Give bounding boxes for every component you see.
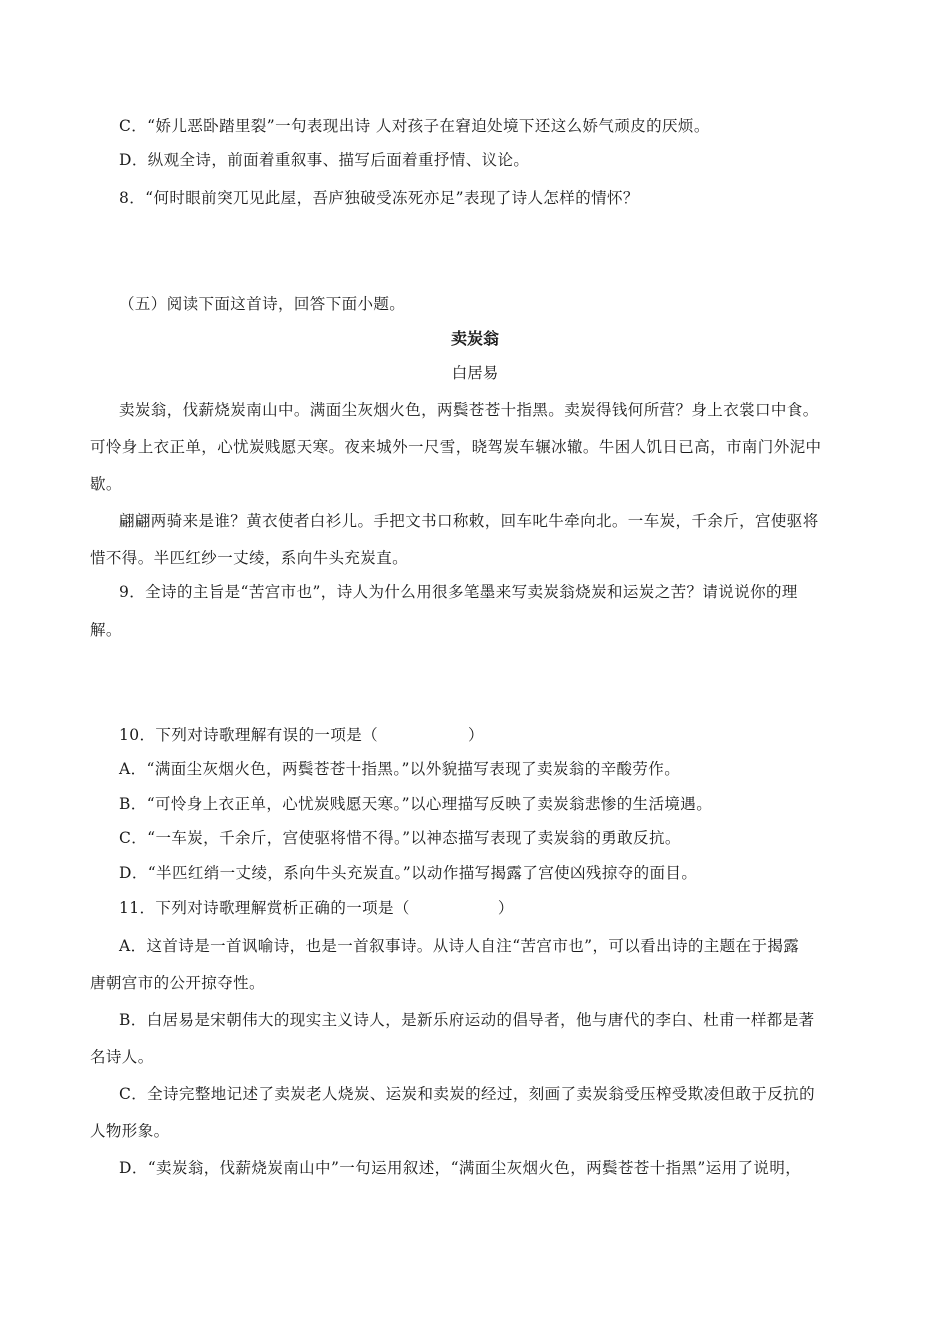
q10-stem-end: ） (468, 726, 484, 744)
q9-line-1: 9．全诗的主旨是“苦宫市也”，诗人为什么用很多笔墨来写卖炭翁烧炭和运炭之苦？请说说你的理 (119, 583, 798, 601)
q11-option-b-line-2: 名诗人。 (90, 1048, 154, 1066)
q11-stem-start: 11．下列对诗歌理解赏析正确的一项是（ (119, 899, 410, 917)
q10-option-a: A．“满面尘灰烟火色，两鬓苍苍十指黑。”以外貌描写表现了卖炭翁的辛酸劳作。 (119, 760, 681, 778)
q10-stem (119, 718, 860, 752)
poem-line: 可怜身上衣正单，心忧炭贱愿天寒。夜来城外一尺雪，晓驾炭车辗冰辙。牛困人饥日已高，市南门外泥中 (90, 438, 822, 456)
q11-option-a-line-2: 唐朝宫市的公开掠夺性。 (90, 974, 265, 992)
q11-stem-end: ） (497, 899, 514, 917)
poem-line: 歇。 (90, 475, 122, 493)
q11-stem (119, 891, 860, 925)
q7-option-d: D．纵观全诗，前面着重叙事、描写后面着重抒情、议论。 (119, 151, 530, 169)
q8-question: 8．“何时眼前突兀见此屋，吾庐独破受冻死亦足”表现了诗人怎样的情怀？ (119, 189, 639, 207)
q10-option-c: C．“一车炭，千余斤，宫使驱将惜不得。”以神态描写表现了卖炭翁的勇敢反抗。 (119, 829, 681, 847)
q10-option-b: B．“可怜身上衣正单，心忧炭贱愿天寒。”以心理描写反映了卖炭翁悲惨的生活境遇。 (119, 795, 713, 813)
poem-line: 卖炭翁，伐薪烧炭南山中。满面尘灰烟火色，两鬓苍苍十指黑。卖炭得钱何所营？身上衣裳口中食。 (119, 401, 819, 419)
q10-stem-start: 10．下列对诗歌理解有误的一项是（ (119, 726, 379, 744)
q11-option-c-line-2: 人物形象。 (90, 1122, 170, 1140)
poem-line: 惜不得。半匹红纱一丈绫，系向牛头充炭直。 (90, 549, 409, 567)
q11-option-b-line-1: B．白居易是宋朝伟大的现实主义诗人，是新乐府运动的倡导者，他与唐代的李白、杜甫一样都是著 (119, 1011, 815, 1029)
q10-option-d: D．“半匹红绡一丈绫，系向牛头充炭直。”以动作描写揭露了宫使凶残掠夺的面目。 (119, 864, 698, 882)
poem-line: 翩翩两骑来是谁？黄衣使者白衫儿。手把文书口称敕，回车叱牛牵向北。一车炭，千余斤，宫使驱将 (119, 512, 819, 530)
section5-heading: （五）阅读下面这首诗，回答下面小题。 (119, 295, 406, 313)
poem-title: 卖炭翁 (450, 329, 499, 348)
poem-author: 白居易 (451, 364, 499, 382)
q9-line-2: 解。 (90, 621, 122, 639)
q11-option-d-line-1: D．“卖炭翁，伐薪烧炭南山中”一句运用叙述，“满面尘灰烟火色，两鬓苍苍十指黑”运用了说明， (119, 1159, 802, 1177)
q7-option-c: C．“娇儿恶卧踏里裂”一句表现出诗 人对孩子在窘迫处境下还这么娇气顽皮的厌烦。 (119, 117, 710, 135)
q11-option-c-line-1: C．全诗完整地记述了卖炭老人烧炭、运炭和卖炭的经过，刻画了卖炭翁受压榨受欺凌但敢于反抗的 (119, 1085, 815, 1103)
q11-option-a-line-1: A．这首诗是一首讽喻诗，也是一首叙事诗。从诗人自注“苦宫市也”，可以看出诗的主题在于揭露 (119, 937, 800, 955)
